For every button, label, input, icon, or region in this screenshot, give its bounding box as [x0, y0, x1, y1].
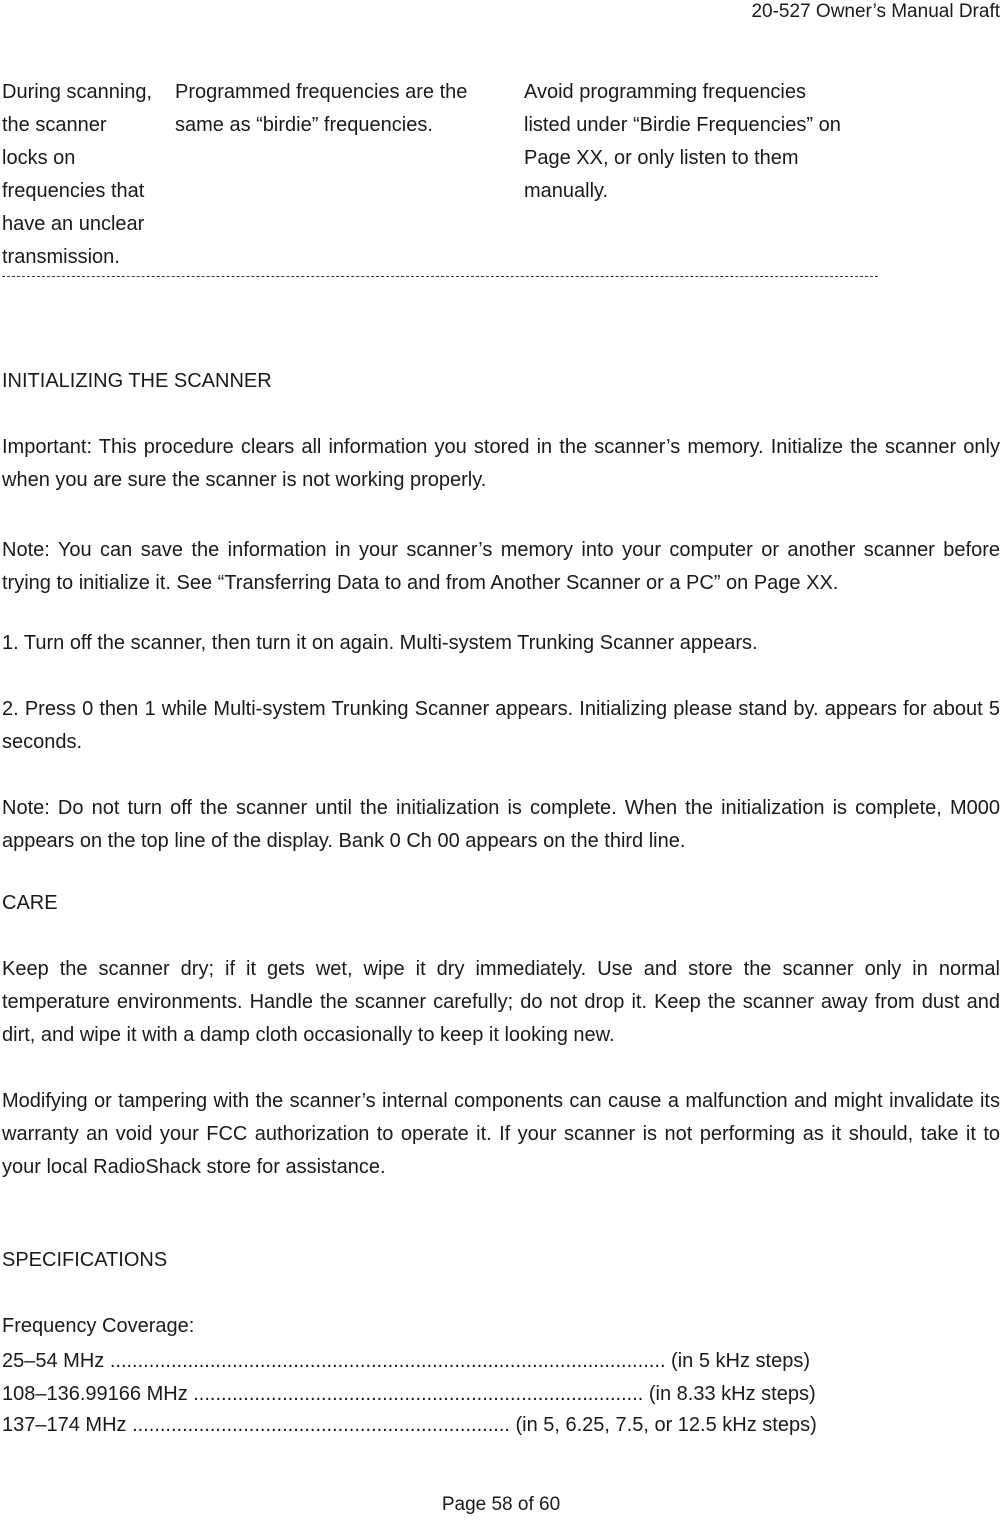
- remedy-line: Page XX, or only listen to them: [524, 147, 799, 169]
- document-header: 20-527 Owner’s Manual Draft: [751, 1, 1000, 22]
- care-title: CARE: [2, 892, 58, 914]
- step-2-paragraph: 2. Press 0 then 1 while Multi-system Trunking Scanner appears. Initializing please stand by. appears for about 5 seconds.: [2, 698, 1000, 753]
- remedy-cell: [524, 76, 884, 208]
- remedy-line: listed under “Birdie Frequencies” on: [524, 114, 841, 136]
- specifications-title: SPECIFICATIONS: [2, 1249, 168, 1271]
- problem-line: have an unclear: [2, 213, 145, 235]
- save-note-paragraph: Note: You can save the information in your scanner’s memory into your computer or another scanner before trying to initialize it. See “Transferring Data to and from Another Scanner or a PC” on Page XX.: [2, 539, 1000, 594]
- problem-line: frequencies that: [2, 180, 145, 202]
- cause-line: Programmed frequencies are the: [175, 81, 468, 103]
- problem-line: During scanning,: [2, 81, 153, 103]
- cause-line: same as “birdie” frequencies.: [175, 114, 433, 136]
- frequency-coverage-heading: Frequency Coverage:: [2, 1315, 195, 1337]
- problem-line: the scanner: [2, 114, 107, 136]
- important-paragraph: Important: This procedure clears all information you stored in the scanner’s memory. Initialize the scanner only when you are sure the scanner is not working properly.: [2, 436, 1000, 491]
- cause-cell: [175, 76, 510, 142]
- complete-note-paragraph: Note: Do not turn off the scanner until the initialization is complete. When the initialization is complete, M000 appears on the top line of the display. Bank 0 Ch 00 appears on the third line.: [2, 797, 1000, 852]
- problem-cell: [2, 76, 167, 274]
- problem-line: locks on: [2, 147, 76, 169]
- page-number: Page 58 of 60: [441, 1494, 561, 1515]
- troubleshooting-row: [2, 76, 882, 266]
- step-1-paragraph: 1. Turn off the scanner, then turn it on again. Multi-system Trunking Scanner appears.: [2, 632, 758, 654]
- problem-line: transmission.: [2, 246, 120, 268]
- spec-row: 108–136.99166 MHz ................................................................................. (in 8.33 kHz steps): [2, 1383, 816, 1405]
- dashed-divider: [2, 276, 878, 277]
- remedy-line: Avoid programming frequencies: [524, 81, 807, 103]
- spec-row: 25–54 MHz .................................................................................................... (in 5 kHz steps): [2, 1350, 810, 1372]
- warranty-paragraph: Modifying or tampering with the scanner’s internal components can cause a malfunction and might invalidate its warranty an void your FCC authorization to operate it. If your scanner is not performing as it should, take it to your local RadioShack store for assistance.: [2, 1090, 1000, 1178]
- spec-row: 137–174 MHz .................................................................... (in 5, 6.25, 7.5, or 12.5 kHz steps): [2, 1414, 817, 1436]
- remedy-line: manually.: [524, 180, 609, 202]
- initializing-title: INITIALIZING THE SCANNER: [2, 370, 272, 392]
- care-paragraph: Keep the scanner dry; if it gets wet, wipe it dry immediately. Use and store the scanner only in normal temperature environments. Handle the scanner carefully; do not drop it. Keep the scanner away from dust and dirt, and wipe it with a damp cloth occasionally to keep it looking new.: [2, 958, 1000, 1046]
